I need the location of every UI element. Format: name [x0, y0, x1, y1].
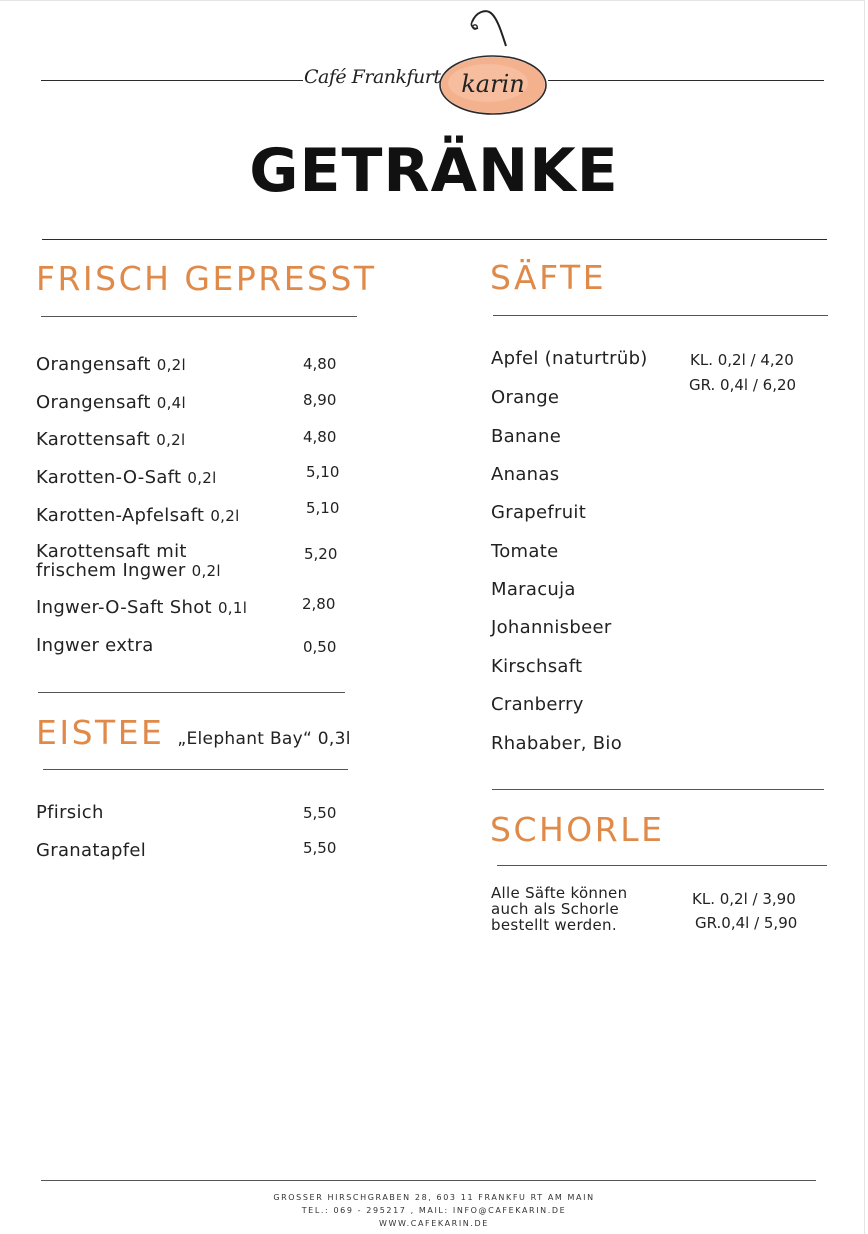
schorle-price-large: GR.0,4l / 5,90: [695, 914, 798, 932]
footer-address: [0, 1191, 868, 1230]
saefte-end-rule: [492, 789, 824, 790]
section-heading-schorle: SCHORLE: [490, 810, 665, 849]
schorle-note: Alle Säfte können auch als Schorle bestellt werden.: [491, 884, 628, 934]
section-heading-eistee: EISTEE „Elephant Bay“ 0,3l: [36, 713, 351, 752]
schorle-rule: [497, 865, 827, 866]
juice-item: Cranberry: [491, 694, 584, 715]
menu-price: 2,80: [302, 595, 336, 613]
menu-price: 8,90: [303, 391, 337, 409]
menu-item: Pfirsich: [36, 802, 104, 823]
title-rule: [42, 239, 827, 240]
menu-price: 5,50: [303, 804, 337, 822]
logo-text: Café Frankfurt: [304, 66, 441, 88]
menu-item: Orangensaft 0,2l: [36, 354, 186, 375]
juice-item: Apfel (naturtrüb): [491, 348, 648, 369]
menu-item: Karotten-O-Saft 0,2l: [36, 467, 217, 488]
header-rule-right: [548, 80, 824, 81]
juice-item: Kirschsaft: [491, 656, 583, 677]
menu-price: 5,10: [306, 463, 340, 481]
frisch-rule: [41, 316, 357, 317]
juice-item: Johannisbeer: [491, 617, 612, 638]
menu-item: Orangensaft 0,4l: [36, 392, 186, 413]
saefte-price-small: KL. 0,2l / 4,20: [690, 351, 794, 369]
juice-item: Maracuja: [491, 579, 576, 600]
menu-price: 5,10: [306, 499, 340, 517]
logo-oval-icon: [438, 54, 548, 116]
menu-item: Ingwer extra: [36, 635, 154, 656]
menu-price: 5,20: [304, 545, 338, 563]
saefte-rule: [493, 315, 828, 316]
frisch-end-rule: [38, 692, 345, 693]
menu-item: Karottensaft 0,2l: [36, 429, 186, 450]
juice-item: Rhababer, Bio: [491, 733, 623, 754]
page-title: GETRÄNKE: [249, 136, 619, 206]
section-heading-saefte: SÄFTE: [490, 258, 607, 297]
menu-price: 4,80: [303, 428, 337, 446]
menu-price: 0,50: [303, 638, 337, 656]
menu-item: Granatapfel: [36, 840, 147, 861]
footer-line-web: WWW.CAFEKARIN.DE: [379, 1219, 489, 1228]
eistee-rule: [43, 769, 348, 770]
logo-name: karin: [461, 70, 525, 98]
menu-price: 4,80: [303, 355, 337, 373]
section-heading-frisch: FRISCH GEPRESST: [36, 259, 377, 298]
saefte-price-large: GR. 0,4l / 6,20: [689, 376, 797, 394]
logo-pin-icon: [464, 8, 510, 50]
menu-price: 5,50: [303, 839, 337, 857]
schorle-price-small: KL. 0,2l / 3,90: [692, 890, 796, 908]
eistee-subheading: „Elephant Bay“ 0,3l: [177, 729, 351, 749]
juice-item: Tomate: [491, 541, 559, 562]
menu-item: Karotten-Apfelsaft 0,2l: [36, 505, 240, 526]
juice-item: Grapefruit: [491, 502, 587, 523]
footer-line-address: GROSSER HIRSCHGRABEN 28, 603 11 FRANKFU RT AM MAIN: [273, 1193, 595, 1202]
juice-item: Banane: [491, 426, 562, 447]
header-rule-left: [41, 80, 303, 81]
footer-rule: [41, 1180, 816, 1181]
menu-item: Karottensaft mit frischem Ingwer 0,2l: [36, 541, 221, 581]
menu-item: Ingwer-O-Saft Shot 0,1l: [36, 597, 248, 618]
footer-line-contact: TEL.: 069 - 295217 , MAIL: INFO@CAFEKARIN.DE: [301, 1206, 567, 1215]
juice-item: Ananas: [491, 464, 560, 485]
juice-item: Orange: [491, 387, 560, 408]
